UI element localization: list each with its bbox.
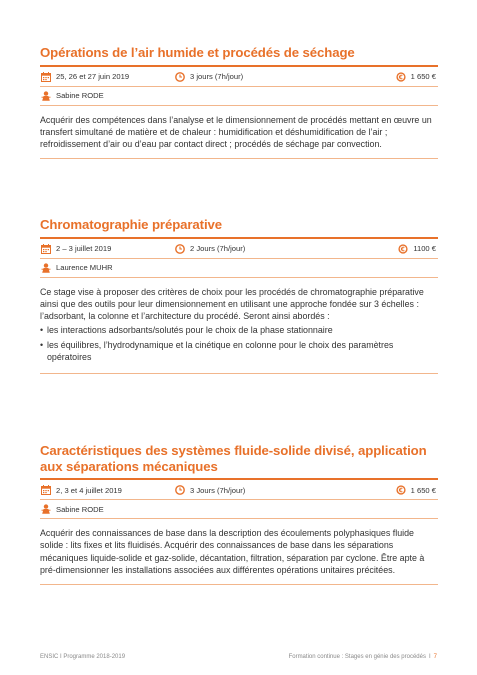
footer-program: ENSIC I Programme 2018-2019 [40,654,126,660]
course-price [396,485,436,495]
course-duration [175,244,245,254]
description-text: Acquérir des connaissances de base dans la description des écoulements polyphasiques fluide solide : lits fixes et lits fluidisés. Acquérir des connaissances de base dans les séparations mécaniques liquide-solide et gaz-solide, décantation, filtration, séparation par cyclone. Être apte à pré-dimensionner les installations associées aux différentes opérations unitaires précitées. [40,528,425,575]
course-title: Opérations de l’air humide et procédés de séchage [40,45,355,60]
price-text: 1100 € [413,244,436,253]
course-price [396,72,436,82]
course-1 [40,45,438,159]
course-title: Caractéristiques des systèmes fluide-solide divisé, application aux séparations mécaniques [40,443,427,474]
duration-text: 2 Jours (7h/jour) [190,244,246,253]
euro-coin-icon [396,72,406,82]
dates-text: 25, 26 et 27 juin 2019 [56,72,130,81]
list-item: • les équilibres, l’hydrodynamique et la cinétique en colonne pour le choix des paramètres opératoires [40,339,438,364]
course-title: Chromatographie préparative [40,217,222,232]
trainer-icon [41,263,51,273]
course-meta [40,480,438,499]
dates-text: 2, 3 et 4 juillet 2019 [56,485,122,495]
trainer-name: Sabine RODE [56,91,104,100]
footer-section [289,654,437,660]
course-2 [40,217,438,374]
trainer [41,91,104,101]
calendar-icon [41,72,51,82]
footer-section-title: Formation continue : Stages en génie des procédés [288,654,426,660]
clock-icon [175,244,185,254]
course-price [398,244,436,254]
section-end-divider [40,373,438,374]
clock-icon [175,72,185,82]
list-item: • les interactions adsorbants/solutés pour le choix de la phase stationnaire [40,324,438,336]
course-duration [175,485,245,495]
duration-text: 3 jours (7h/jour) [190,72,244,81]
description-text: Acquérir des compétences dans l’analyse et le dimensionnement de procédés mettant en œuvre un transfert simultané de matière et de chaleur : humidification et déshumidification de l’air ; refroidissement d’air ou d’eau par contact direct ; procédés de séchage par convection. [40,114,432,150]
trainer-icon [41,91,51,101]
duration-text: 3 Jours (7h/jour) [190,485,246,495]
objectives-list [40,324,438,363]
course-trainer [40,87,438,105]
section-end-divider [40,584,438,585]
trainer-icon [41,504,51,514]
course-dates [41,244,111,254]
course-duration [175,72,243,82]
course-meta [40,239,438,258]
course-dates [41,72,129,82]
dates-text: 2 – 3 juillet 2019 [56,244,112,253]
section-end-divider [40,158,438,159]
calendar-icon [41,244,51,254]
course-trainer [40,500,438,518]
course-description [40,106,438,159]
course-description [40,519,438,584]
course-meta [40,67,438,86]
trainer-name: Laurence MUHR [56,263,113,272]
price-text: 1 650 € [410,72,436,81]
course-3 [40,443,438,585]
clock-icon [175,485,185,495]
trainer [41,504,104,514]
course-trainer [40,259,438,277]
course-description [40,278,438,374]
description-text: Ce stage vise à proposer des critères de choix pour les procédés de chromatographie préparative ainsi que des outils pour leur dimensionnement en utilisant une approche fondée sur 3 échelles : l’adsorbant, la colonne et l’architecture du procédé. Seront ainsi abordés : [40,286,424,322]
calendar-icon [41,485,51,495]
price-text: 1 650 € [410,485,436,495]
footer-separator: I [428,654,431,660]
course-dates [41,485,122,495]
euro-coin-icon [396,485,406,495]
trainer [41,263,113,273]
page-number: 7 [433,654,437,660]
trainer-name: Sabine RODE [56,504,104,514]
euro-coin-icon [398,244,408,254]
